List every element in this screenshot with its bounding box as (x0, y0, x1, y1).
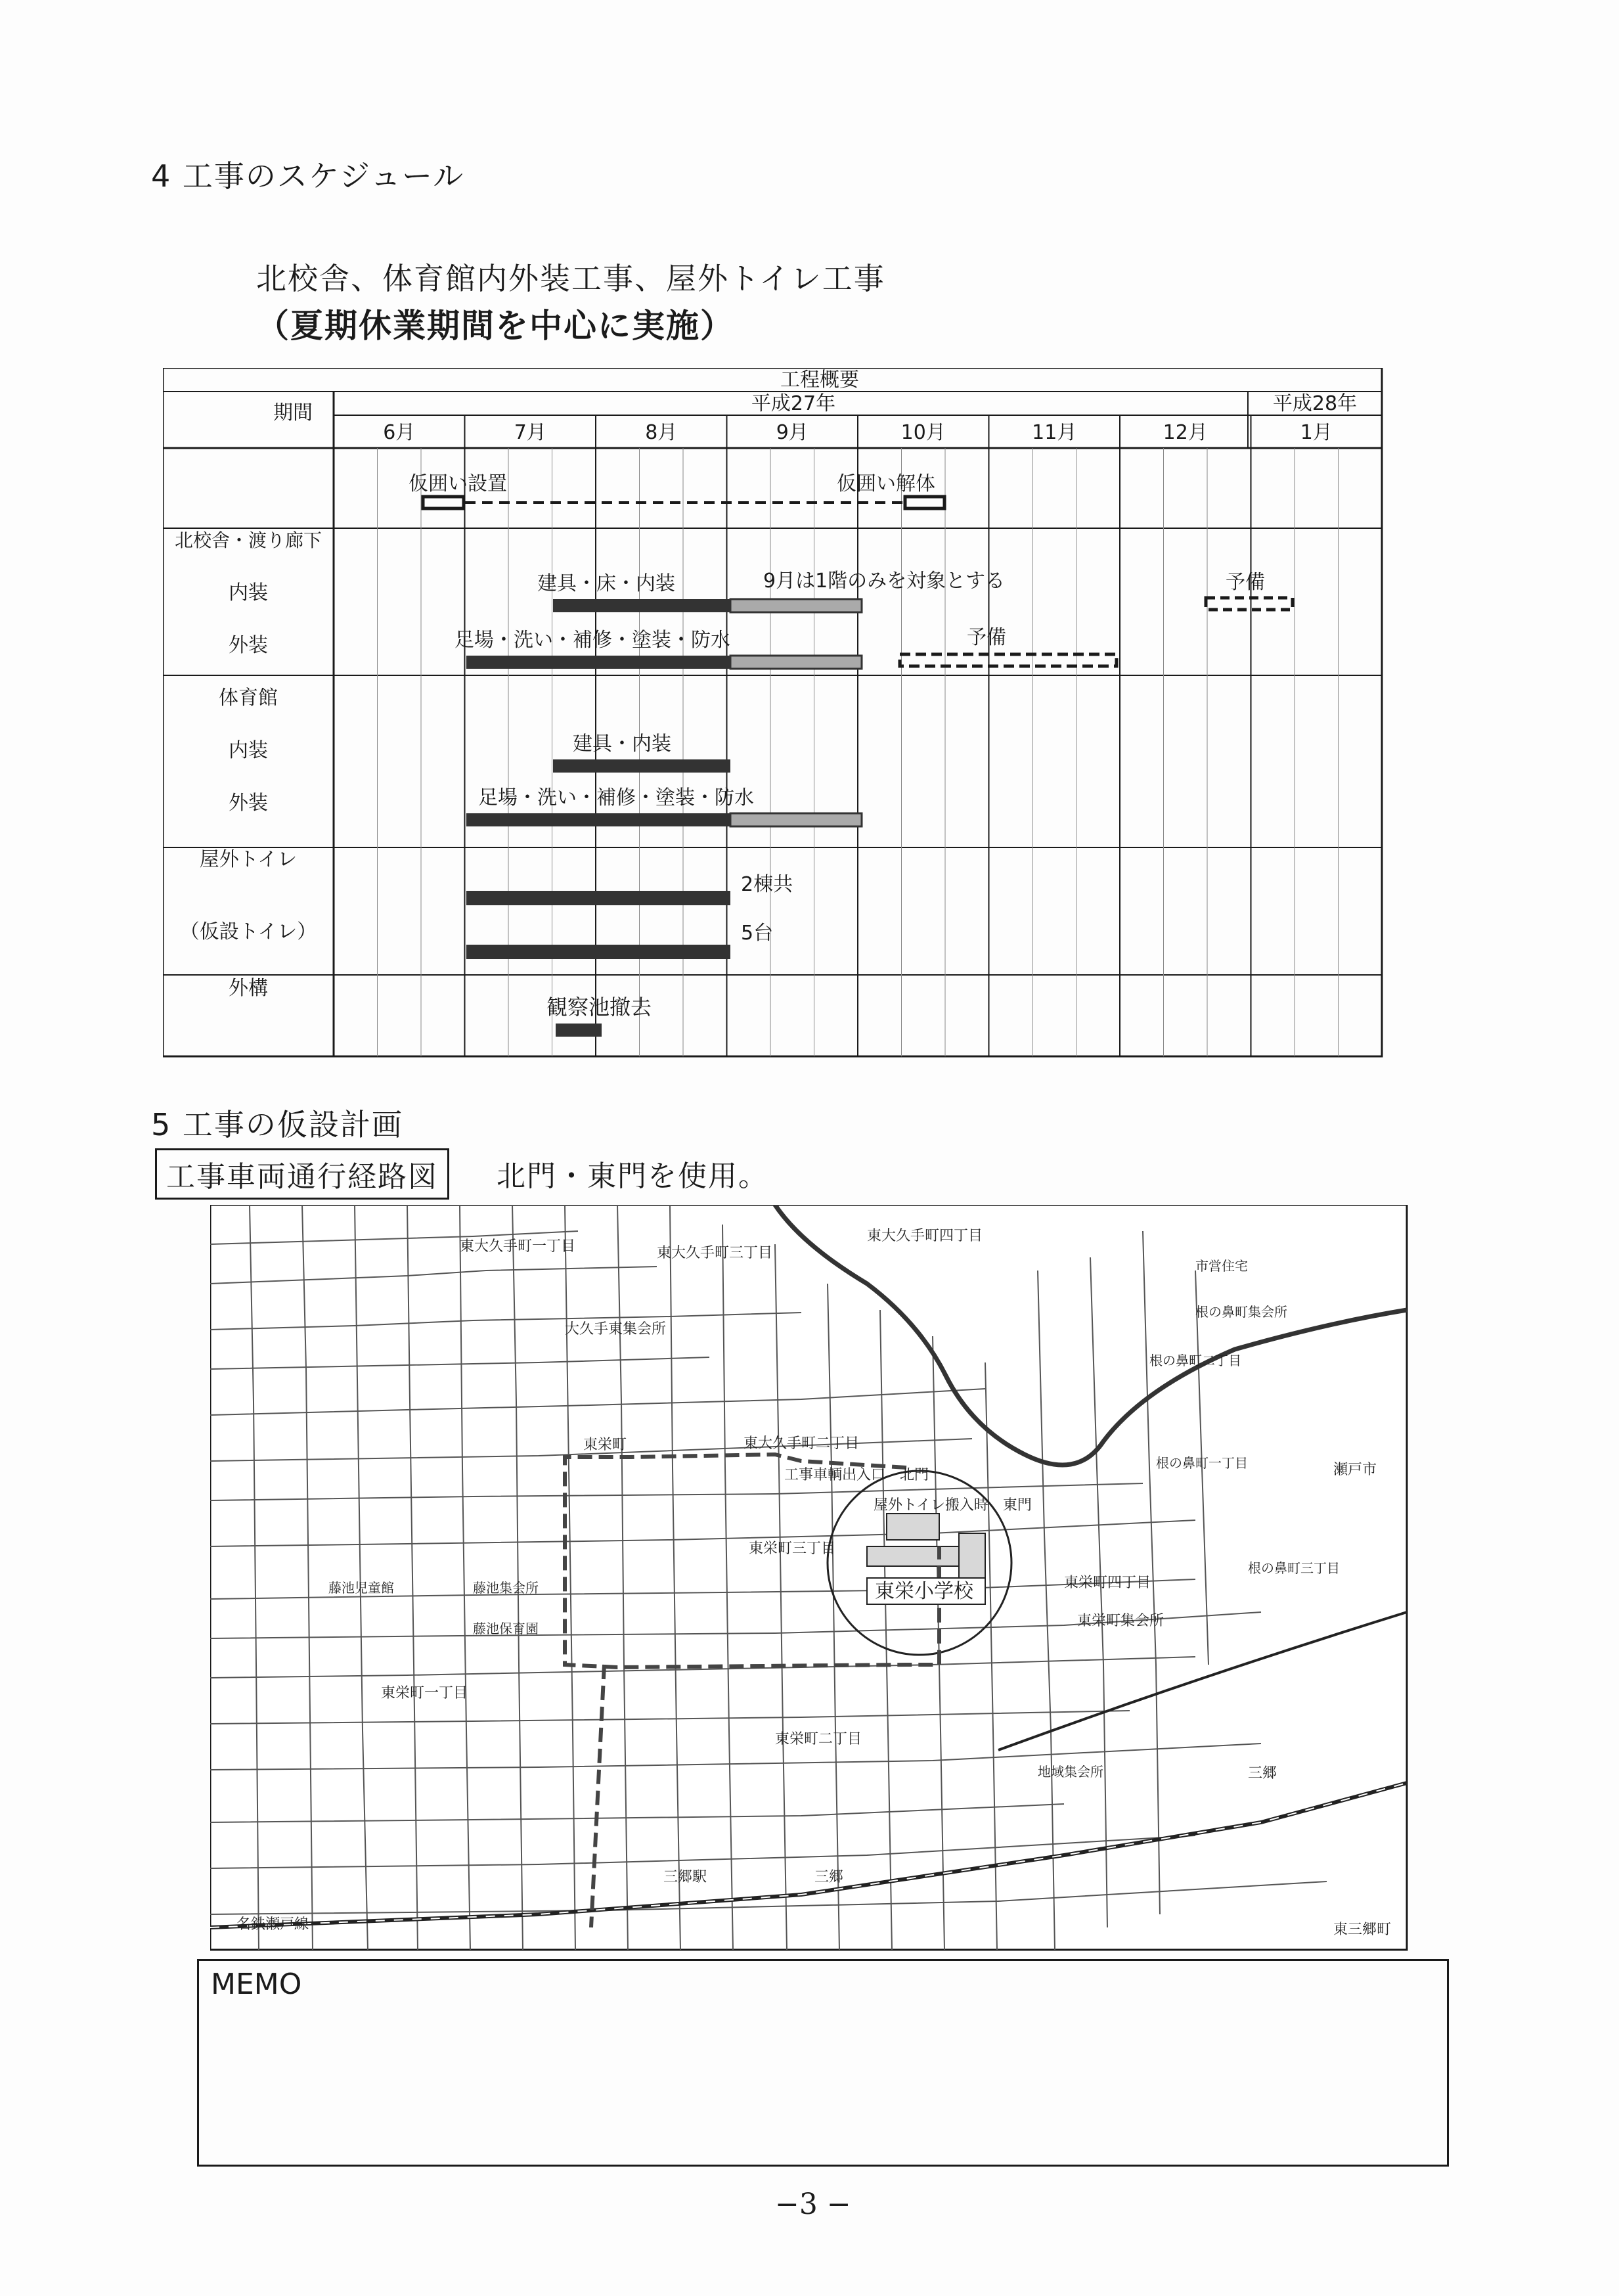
month-label: 10月 (900, 421, 946, 444)
row-gym-exterior: 外装 (229, 792, 268, 815)
fence-install-label: 仮囲い設置 (409, 472, 507, 495)
school-building (887, 1514, 939, 1540)
memo-label: MEMO (211, 1968, 302, 2001)
map-label-meitetsu-seto: 名鉄瀬戸線 (236, 1916, 309, 1933)
month-label: 7月 (514, 421, 546, 444)
fence-remove-label: 仮囲い解体 (837, 472, 935, 495)
month-label: 12月 (1163, 421, 1208, 444)
map-label-seto-city: 瀬戸市 (1333, 1462, 1377, 1478)
pond-removal-bar (556, 1024, 602, 1037)
temp-toilet-note: 5台 (741, 922, 774, 945)
schedule-title: 工程概要 (780, 369, 859, 392)
map-label-ne-no-hana-3: 根の鼻町三丁目 (1248, 1560, 1340, 1576)
map-label-fujiike-library: 藤池児童館 (328, 1580, 394, 1596)
table-frame (163, 368, 1382, 1056)
pond-removal-label: 観察池撤去 (546, 995, 652, 1020)
map-label-ne-no-hana-1: 根の鼻町一丁目 (1156, 1455, 1248, 1471)
north-interior-reserve-bar (1206, 598, 1293, 610)
map-label-higashi-ei-2: 東栄町二丁目 (775, 1731, 862, 1747)
north-interior-label: 建具・床・内装 (537, 572, 675, 595)
row-temp-toilet: （仮設トイレ） (179, 920, 317, 943)
month-label: 8月 (645, 421, 678, 444)
section-4-heading: 4 工事のスケジュール (151, 158, 465, 194)
outdoor-toilet-bar (466, 891, 730, 905)
map-label-ne-no-hana-2: 根の鼻町二丁目 (1149, 1353, 1241, 1368)
schedule-subtitle-note: （夏期休業期間を中心に実施） (256, 307, 734, 345)
fence-install-marker (423, 497, 464, 508)
temp-toilet-bar (466, 945, 730, 959)
map-label-higashi-oote-3: 東大久手町三丁目 (657, 1245, 773, 1261)
month-label: 6月 (383, 421, 416, 444)
route-map-title: 工事車両通行経路図 (155, 1148, 449, 1200)
map-label-school: 東栄小学校 (875, 1580, 973, 1603)
north-exterior-bar (466, 656, 730, 669)
page-number: −3 − (775, 2188, 851, 2221)
north-exterior-label: 足場・洗い・補修・塗装・防水 (455, 629, 730, 652)
row-north-interior: 内装 (229, 581, 268, 604)
north-exterior-reserve-bar (900, 654, 1117, 666)
year-2015-label: 平成27年 (751, 392, 836, 415)
map-label-higashi-ei: 東栄町 (583, 1437, 627, 1453)
map-label-fujiike-nursery: 藤池保育園 (473, 1621, 539, 1636)
map-label-seishin: 地域集会所 (1038, 1764, 1103, 1780)
row-gym-interior: 内装 (229, 739, 268, 762)
north-exterior-reserve-label: 予備 (967, 626, 1006, 649)
month-label: 1月 (1300, 421, 1333, 444)
map-label-ne-no-hana-hall: 根の鼻町集会所 (1195, 1304, 1287, 1320)
gym-exterior-bar-partial (730, 813, 862, 826)
map-label-citizen-hall: 市営住宅 (1195, 1258, 1248, 1274)
map-label-north-gate: 工事車輌出入口 北門 (784, 1467, 929, 1483)
map-label-sango: 三郷 (814, 1869, 844, 1885)
map-label-sango-east: 三郷 (1248, 1765, 1277, 1782)
section-5-heading: 5 工事の仮設計画 (151, 1107, 403, 1142)
map-label-higashi-ei-4: 東栄町四丁目 (1064, 1575, 1151, 1591)
map-label-higashi-ei-3: 東栄町三丁目 (749, 1541, 836, 1557)
north-interior-bar-partial (730, 599, 862, 612)
north-exterior-bar-partial (730, 656, 862, 669)
north-interior-reserve-label: 予備 (1226, 571, 1265, 594)
month-label: 9月 (776, 421, 809, 444)
row-north-building: 北校舎・渡り廊下 (174, 529, 322, 551)
map-label-higashi-sango: 東三郷町 (1333, 1922, 1392, 1938)
north-interior-note: 9月は1階のみを対象とする (763, 570, 1006, 593)
row-gym: 体育館 (219, 687, 278, 709)
row-outdoor-toilet: 屋外トイレ (199, 848, 298, 871)
vehicle-route-map (210, 1205, 1412, 1954)
row-north-exterior: 外装 (229, 634, 268, 657)
map-label-fujiike-hall: 藤池集会所 (473, 1580, 539, 1596)
north-interior-bar (553, 599, 730, 612)
map-label-higashi-oote-2: 東大久手町二丁目 (743, 1435, 860, 1452)
period-label: 期間 (273, 401, 313, 424)
gym-exterior-bar (466, 813, 730, 826)
route-map-note: 北門・東門を使用。 (497, 1159, 768, 1193)
map-label-higashi-ei-hall: 東栄町集会所 (1077, 1613, 1164, 1629)
map-label-higashi-ei-1: 東栄町一丁目 (381, 1685, 468, 1701)
schedule-gantt-table (163, 368, 1398, 1058)
month-grid-lines (378, 415, 1339, 1056)
row-landscaping: 外構 (229, 977, 268, 1000)
map-label-toilet-entry: 屋外トイレ搬入時 東門 (874, 1497, 1032, 1514)
map-label-oote-hall: 大久手東集会所 (565, 1321, 667, 1338)
map-label-sango-station: 三郷駅 (663, 1869, 707, 1885)
school-building-2 (867, 1546, 959, 1566)
schedule-subtitle: 北校舎、体育館内外装工事、屋外トイレ工事 (256, 261, 885, 296)
map-label-higashi-oote-4: 東大久手町四丁目 (867, 1228, 983, 1244)
fence-remove-marker (905, 497, 944, 508)
map-label-higashi-oote-1: 東大久手町一丁目 (460, 1238, 576, 1255)
year-2016-label: 平成28年 (1272, 392, 1358, 415)
gym-building (959, 1533, 985, 1579)
gym-exterior-label: 足場・洗い・補修・塗装・防水 (478, 786, 754, 809)
outdoor-toilet-note: 2棟共 (741, 873, 793, 896)
gym-interior-bar (553, 759, 730, 773)
gym-interior-label: 建具・内装 (573, 732, 671, 755)
memo-box (197, 1959, 1449, 2167)
month-label: 11月 (1032, 421, 1077, 444)
